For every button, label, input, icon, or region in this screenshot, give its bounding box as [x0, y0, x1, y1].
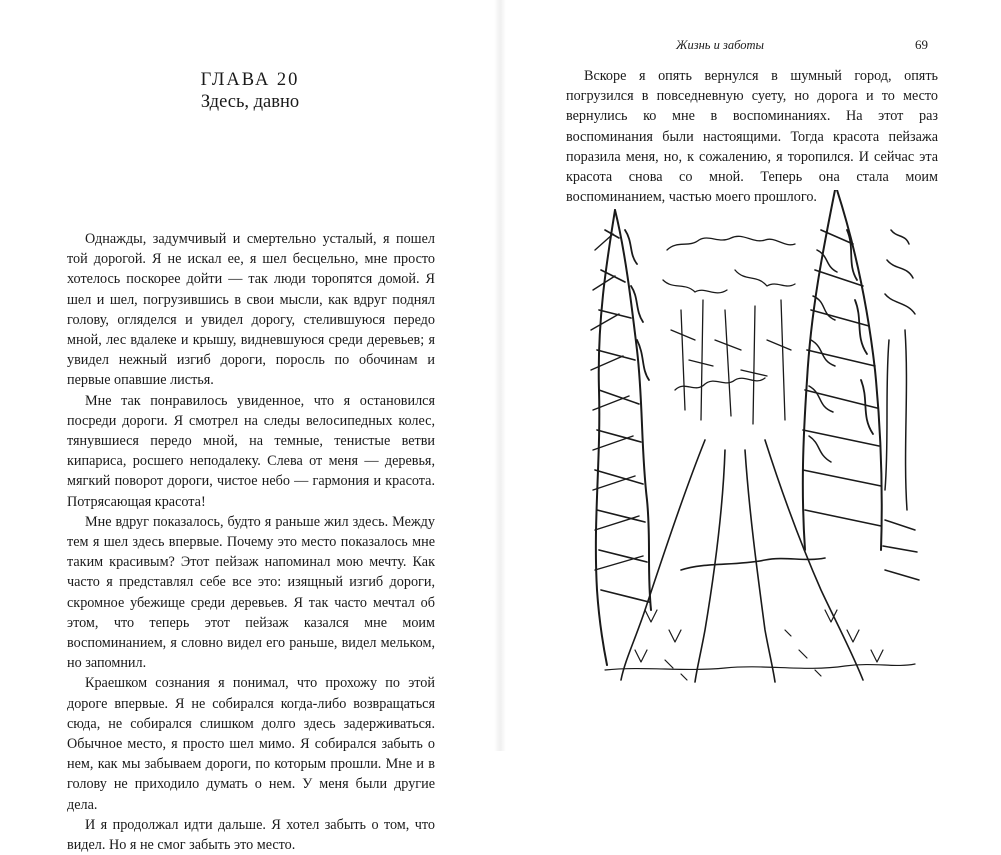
left-page [0, 0, 500, 854]
right-cypress [803, 190, 882, 550]
book-gutter [494, 0, 506, 751]
right-foliage [883, 230, 919, 580]
paragraph: Однажды, задумчивый и смертельно усталый, я пошел той дорогой. Я не искал ее, я шел бесцельно, мне просто хотелось поскорее дойти — так люди торопятся домой. Я шел и шел, погрузившись в свои мысли, как вдруг поднял голову, огляделся и увидел дорогу, стелившуюся передо мной, лес вдалеке и крышу, видневшуюся среди деревьев; я увидел нежный изгиб дороги, поросль по обочинам и первые опавшие листья. [67, 231, 435, 389]
undergrowth [605, 610, 915, 680]
ink-sketch-cypress-road-icon [585, 190, 925, 683]
background-trees [663, 236, 795, 424]
paragraph: Мне вдруг показалось, будто я раньше жил здесь. Между тем я шел здесь впервые. Почему это место показалось мне таким красивым? Этот пейзаж напоминал мою мечту. Как часто я представлял себе все это: изящный изгиб дороги, скромное убежище среди деревьев. Я так часто мечтал об этом, что теперь этот пейзаж казался мне моим воспоминанием, я словно видел его раньше, видел мельком, но запомнил. [67, 513, 435, 672]
page-number: 69 [915, 37, 928, 52]
left-body-text [67, 229, 435, 855]
paragraph: Мне так понравилось увиденное, что я остановился посреди дороги. Я смотрел на следы велосипедных колес, тянувшиеся передо мной, на темные, тенистые ветви кипариса, росшего неподалеку. Слева от меня — деревья, мягкий поворот дороги, чистое небо — гармония и красота. Потрясающая красота! [67, 392, 435, 510]
paragraph: И я продолжал идти дальше. Я хотел забыть о том, что видел. Но я не смог забыть это место. [67, 816, 435, 854]
chapter-label: ГЛАВА 20 [200, 70, 300, 90]
right-body-text [566, 66, 938, 207]
running-head: Жизнь и заботы [676, 38, 764, 52]
paragraph: Вскоре я опять вернулся в шумный город, опять погрузился в повседневную суету, но дорога и то место вернулись ко мне в воспоминаниях. На этот раз воспоминания были настоящими. Тогда красота пейзажа поразила меня, но, к сожалению, я торопился. И сейчас эта красота снова со мной. Теперь она стала моим воспоминанием, частью моего прошлого. [566, 68, 938, 206]
road [621, 440, 863, 682]
paragraph: Краешком сознания я понимал, что прохожу по этой дороге впервые. Я не собирался когда-либо возвращаться сюда, не собирался слишком долго здесь задерживаться. Обычное место, я просто шел мимо. Я собирался забыть о нем, как мы забываем дороги, по которым прошли. Мне и в голову не приходило думать о нем. У меня были другие дела. [67, 675, 435, 813]
chapter-title: Здесь, давно [200, 92, 300, 112]
left-cypress [591, 210, 651, 665]
